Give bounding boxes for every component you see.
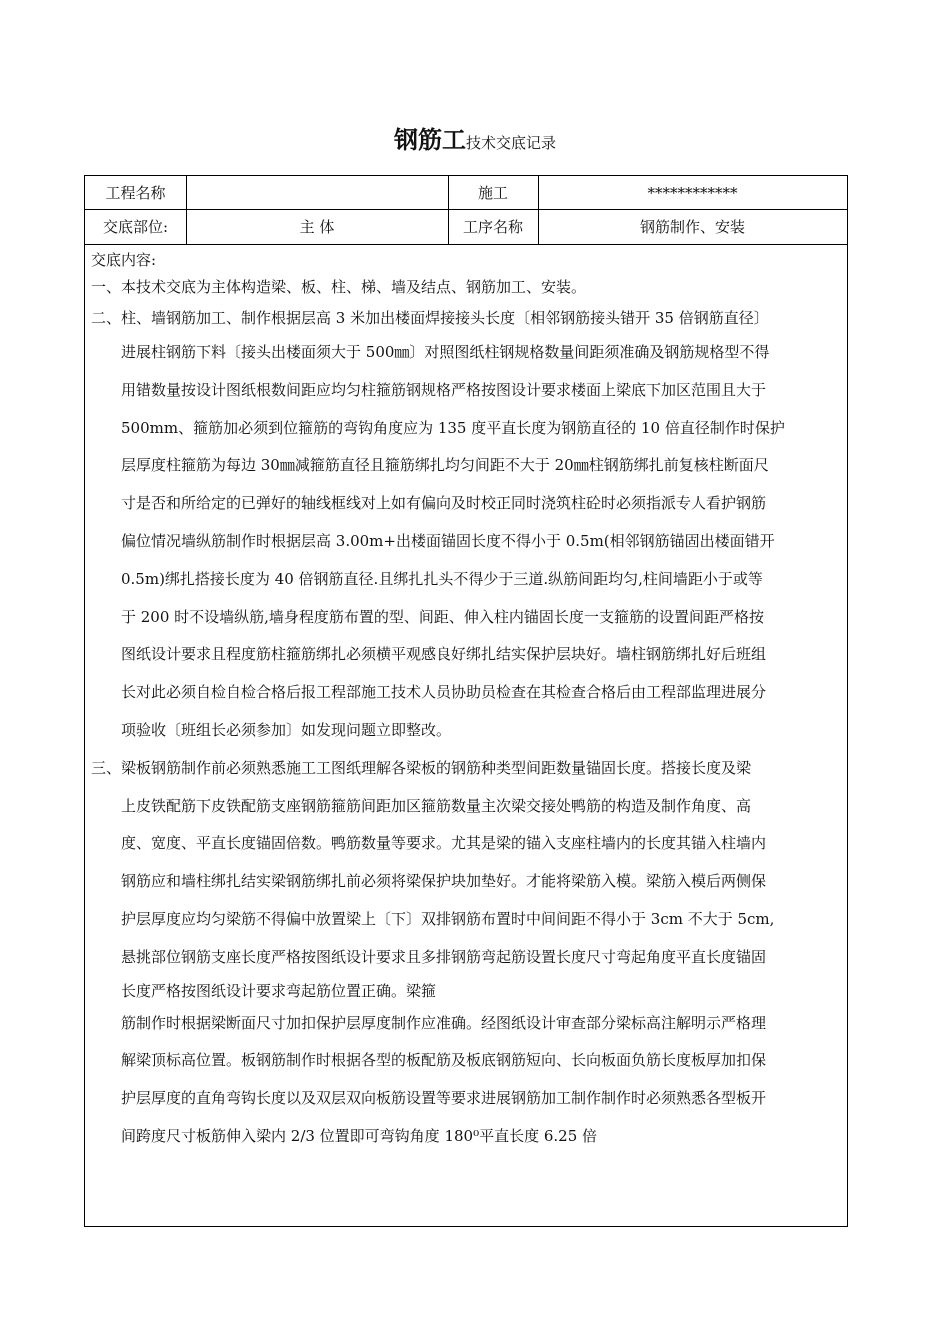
content-line: 图纸设计要求且程度筋柱箍筋绑扎必须横平观感良好绑扎结实保护层块好。墙柱钢筋绑扎好后班组 [121,645,767,664]
builder-label: 施工 [477,184,508,202]
process-label: 工序名称 [462,218,523,236]
content-line: 一、本技术交底为主体构造梁、板、柱、梯、墙及结点、钢筋加工、安装。 [91,278,587,296]
part-label: 交底部位: [102,218,169,236]
content-line: 护层厚度的直角弯钩长度以及双层双向板筋设置等要求进展钢筋加工制作制作时必须熟悉各型板开 [121,1089,767,1108]
project-name-value [186,176,448,209]
content-line: 进展柱钢筋下料〔接头出楼面须大于 500㎜〕对照图纸柱钢规格数量间距须准确及钢筋规格型不得 [121,343,770,361]
content-line: 筋制作时根据梁断面尺寸加扣保护层厚度制作应准确。经图纸设计审查部分梁标高注解明示严格理 [121,1013,767,1032]
row-divider [85,244,847,245]
content-line: 层厚度柱箍筋为每边 30㎜减箍筋直径且箍筋绑扎均匀间距不大于 20㎜柱钢筋绑扎前复核柱断面尺 [121,456,769,475]
content-line: 0.5m)绑扎搭接长度为 40 倍钢筋直径.且绑扎扎头不得少于三道.纵筋间距均匀,柱间墙距小于或等 [121,569,763,588]
content-line: 用错数量按设计图纸根数间距应均匀柱箍筋钢规格严格按图设计要求楼面上梁底下加区范围且大于 [121,380,767,399]
content-line: 500mm、箍筋加必须到位箍筋的弯钩角度应为 135 度平直长度为钢筋直径的 10 倍直径制作时保护 [121,418,785,437]
content-line: 寸是否和所给定的已弹好的轴线框线对上如有偏向及时校正同时浇筑柱砼时必须指派专人看护钢筋 [121,494,767,513]
content-line: 度、宽度、平直长度锚固倍数。鸭筋数量等要求。尤其是梁的锚入支座柱墙内的长度其锚入柱墙内 [121,834,767,853]
project-name-label: 工程名称 [105,184,166,202]
content-line: 二、柱、墙钢筋加工、制作根据层高 3 米加出楼面焊接接头长度〔相邻钢筋接头错开 35 倍钢筋直径〕 [91,309,769,327]
part-value: 主 体 [299,218,335,236]
content-line: 解梁顶标高位置。板钢筋制作时根据各型的板配筋及板底钢筋短向、长向板面负筋长度板厚加扣保 [121,1051,767,1070]
content-line: 于 200 时不设墙纵筋,墙身程度筋布置的型、间距、伸入柱内锚固长度一支箍筋的设置间距严格按 [121,607,764,626]
content-line: 护层厚度应均匀梁筋不得偏中放置梁上〔下〕双排钢筋布置时中间间距不得小于 3cm 不大于 5cm, [121,909,775,928]
content-line: 间跨度尺寸板筋伸入梁内 2/3 位置即可弯钩角度 180⁰平直长度 6.25 倍 [121,1126,598,1145]
content-section [91,250,841,1156]
content-line: 上皮铁配筋下皮铁配筋支座钢筋箍筋间距加区箍筋数量主次梁交接处鸭筋的构造及制作角度、高 [121,796,752,815]
content-line: 悬挑部位钢筋支座长度严格按图纸设计要求且多排钢筋弯起筋设置长度尺寸弯起角度平直长度锚固 [121,947,767,966]
document-title [0,120,950,155]
content-line: 长对此必须自检自检合格后报工程部施工技术人员协助员检查在其检查合格后由工程部监理进展分 [121,683,767,702]
process-value: 钢筋制作、安装 [639,218,745,236]
content-line: 钢筋应和墙柱绑扎结实梁钢筋绑扎前必须将梁保护块加垫好。才能将梁筋入模。梁筋入模后两侧保 [121,872,767,891]
content-line: 长度严格按图纸设计要求弯起筋位置正确。梁箍 [121,981,437,1000]
builder-value: ************ [647,183,738,202]
content-line: 项验收〔班组长必须参加〕如发现问题立即整改。 [121,720,452,739]
content-line: 三、梁板钢筋制作前必须熟悉施工工图纸理解各梁板的钢筋种类型间距数量锚固长度。搭接长度及梁 [91,758,752,777]
record-table [84,175,848,1227]
title-main: 钢筋工 [393,126,466,154]
title-sub: 技术交底记录 [465,134,556,152]
content-heading: 交底内容: [91,251,157,269]
content-line: 偏位情况墙纵筋制作时根据层高 3.00m+出楼面锚固长度不得小于 0.5m(相邻钢筋锚固出楼面错开 [121,531,775,550]
